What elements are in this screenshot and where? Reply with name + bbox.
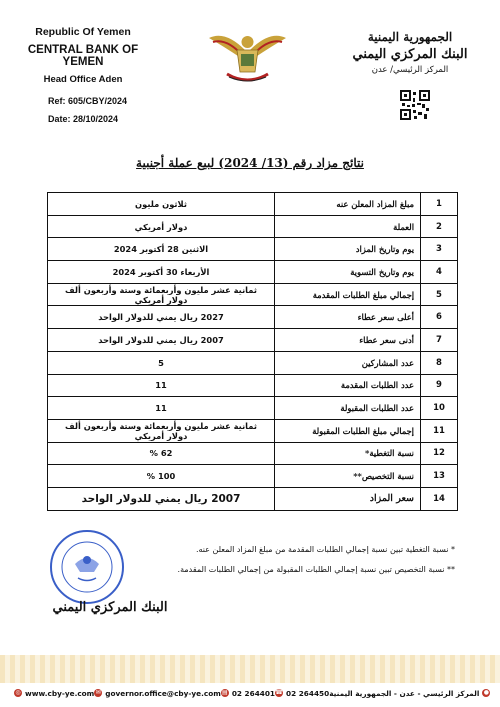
document-date: Date: 28/10/2024 [48, 114, 119, 124]
fax-icon: ▤ [222, 689, 228, 696]
row-value: 100 % [48, 465, 275, 488]
row-value: ثمانية عشر مليون وأربعمائة وستة وأربعون ألف دولار أمريكي [48, 283, 275, 306]
row-number: 6 [421, 306, 458, 329]
row-label: نسبة التخصيص** [275, 465, 421, 488]
website-text: www.cby-ye.com [25, 688, 95, 698]
row-value: 2027 ريال يمني للدولار الواحد [48, 306, 275, 329]
row-value: ثمانية عشر مليون وأربعمائة وستة وأربعون ألف دولار أمريكي [48, 419, 275, 442]
table-row [48, 261, 458, 284]
row-label: عدد الطلبات المقدمة [275, 374, 421, 397]
row-label: عدد المشاركين [275, 351, 421, 374]
table-row [48, 487, 458, 510]
phone-text: 02 264450 [286, 688, 330, 698]
country-name: Republic Of Yemen [35, 26, 131, 38]
table-row [48, 283, 458, 306]
decorative-band [0, 655, 500, 683]
row-label: نسبة التغطية* [275, 442, 421, 465]
office-name-arabic: المركز الرئيسي/ عدن [371, 65, 449, 75]
official-stamp-icon [48, 528, 126, 606]
row-label: إجمالي مبلغ الطلبات المقدمة [275, 283, 421, 306]
table-row [48, 397, 458, 420]
row-value: 62 % [48, 442, 275, 465]
header-arabic-block [340, 30, 480, 75]
row-number: 13 [421, 465, 458, 488]
table-row [48, 329, 458, 352]
fax-text: 02 264401 [231, 688, 276, 698]
row-value: الأربعاء 30 أكتوبر 2024 [48, 261, 275, 284]
row-value: دولار أمريكي [48, 215, 275, 238]
row-value: 2007 ريال يمني للدولار الواحد [48, 329, 275, 352]
row-label: عدد الطلبات المقبولة [275, 397, 421, 420]
table-row [48, 215, 458, 238]
row-number: 3 [421, 238, 458, 261]
row-number: 8 [421, 351, 458, 374]
row-label: سعر المزاد [275, 487, 421, 510]
office-name: Head Office Aden [43, 74, 123, 85]
signature-bank-name: البنك المركزي اليمني [52, 600, 168, 615]
qr-code-icon [400, 90, 430, 120]
row-label: يوم وتاريخ المزاد [275, 238, 421, 261]
reference-number: Ref: 605/CBY/2024 [48, 96, 128, 106]
table-row [48, 374, 458, 397]
row-number: 7 [421, 329, 458, 352]
header-english-block [18, 26, 148, 85]
table-row [48, 442, 458, 465]
row-number: 2 [421, 215, 458, 238]
row-number: 10 [421, 397, 458, 420]
footer-email[interactable] [94, 689, 221, 698]
row-value: 2007 ريال يمني للدولار الواحد [48, 487, 275, 510]
page-footer [0, 683, 500, 703]
row-number: 12 [421, 442, 458, 465]
table-row [48, 465, 458, 488]
phone-icon: ☎ [275, 689, 283, 696]
country-name-arabic: الجمهورية اليمنية [367, 30, 453, 44]
table-row [48, 419, 458, 442]
row-label: إجمالي مبلغ الطلبات المقبولة [275, 419, 421, 442]
table-row [48, 351, 458, 374]
table-row [48, 193, 458, 216]
allocation-footnote: ** نسبة التخصيص تبين نسبة إجمالي الطلبات المقبولة من إجمالي الطلبات المقدمة. [177, 565, 455, 574]
row-value: 11 [48, 397, 275, 420]
bank-name: CENTRAL BANK OF YEMEN [27, 44, 139, 68]
coverage-footnote: * نسبة التغطية تبين نسبة إجمالي الطلبات المقدمة من مبلغ المزاد المعلن عنه. [195, 545, 455, 554]
row-number: 9 [421, 374, 458, 397]
row-value: 5 [48, 351, 275, 374]
footer-website[interactable] [14, 689, 94, 698]
email-text: governor.office@cby-ye.com [105, 688, 221, 698]
globe-icon: ◎ [15, 689, 21, 696]
location-icon: ● [483, 689, 489, 696]
table-row [48, 238, 458, 261]
row-label: أدنى سعر عطاء [275, 329, 421, 352]
row-number: 4 [421, 261, 458, 284]
address-text: المركز الرئيسي - عدن - الجمهورية اليمنية [329, 688, 480, 698]
footer-fax [221, 689, 275, 698]
row-label: العملة [275, 215, 421, 238]
row-value: 11 [48, 374, 275, 397]
national-emblem-icon [205, 28, 290, 86]
row-value: ثلاثون مليون [48, 193, 275, 216]
row-number: 11 [421, 419, 458, 442]
auction-results-table [47, 192, 458, 511]
footer-address [329, 689, 490, 698]
row-label: مبلغ المزاد المعلن عنه [275, 193, 421, 216]
row-label: أعلى سعر عطاء [275, 306, 421, 329]
table-row [48, 306, 458, 329]
row-number: 5 [421, 283, 458, 306]
row-number: 14 [421, 487, 458, 510]
mail-icon: ✉ [95, 689, 101, 696]
row-number: 1 [421, 193, 458, 216]
bank-name-arabic: البنك المركزي اليمني [352, 47, 468, 62]
footer-phone [275, 689, 329, 698]
row-value: الاثنين 28 أكتوبر 2024 [48, 238, 275, 261]
document-title: نتائج مزاد رقم (13/ 2024) لبيع عملة أجنبية [136, 156, 364, 170]
row-label: يوم وتاريخ التسوية [275, 261, 421, 284]
